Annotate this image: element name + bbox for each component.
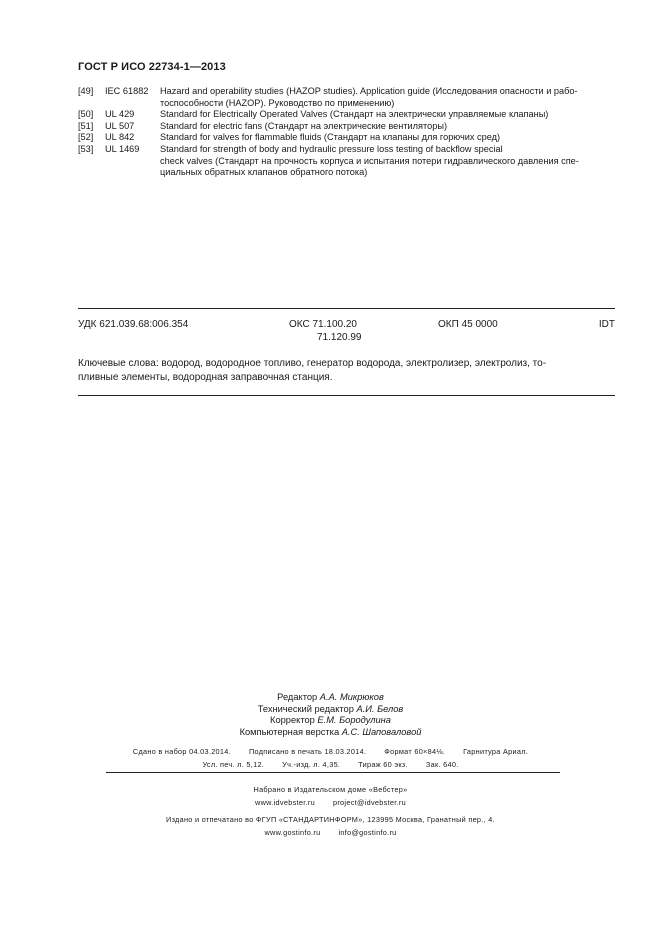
idt-mark: IDT	[598, 319, 615, 330]
print-details-line	[0, 747, 661, 756]
order-number: Зак. 640.	[425, 760, 459, 769]
reference-code: IEC 61882	[105, 86, 149, 96]
reference-title-line: check valves (Стандарт на прочность корпуса и испытания потери гидравлического давления спе-	[160, 155, 579, 166]
reference-title	[160, 121, 615, 133]
reference-title	[160, 109, 615, 121]
credit-name: Е.М. Бородулина	[317, 715, 391, 725]
reference-item	[78, 144, 615, 179]
typeset-info: Набрано в Издательском доме «Вебстер»	[253, 785, 408, 794]
reference-code: UL 429	[105, 109, 135, 120]
reference-title	[160, 144, 615, 179]
oks-code: ОКС 71.100.20	[289, 319, 357, 330]
reference-title-line: Standard for strength of body and hydraulic pressure loss testing of backflow special	[160, 143, 503, 154]
credit-label: Редактор	[277, 692, 318, 702]
typeface: Гарнитура Ариал.	[463, 747, 529, 756]
credit-label: Компьютерная верстка	[239, 726, 340, 737]
reference-number: [51]	[78, 120, 94, 131]
print-sheets: Усл. печ. л. 5,12.	[202, 760, 265, 769]
reference-item	[78, 109, 615, 121]
tech-editor-credit	[0, 704, 661, 716]
print-run: Тираж 60 экз.	[358, 760, 408, 769]
publication-sheets: Уч.-изд. л. 4,35.	[282, 760, 341, 769]
reference-code: UL 842	[105, 132, 135, 143]
reference-title-line: Standard for electric fans (Стандарт на электрические вентиляторы)	[160, 120, 448, 131]
okp-code: ОКП 45 0000	[438, 319, 498, 330]
divider	[106, 772, 560, 773]
reference-title-line: Standard for valves for flammable fluids (Стандарт на клапаны для горючих сред)	[160, 132, 501, 143]
reference-title	[160, 86, 615, 109]
reference-title	[160, 132, 615, 144]
editor-credit	[0, 692, 661, 704]
reference-item	[78, 121, 615, 133]
typeset-contacts	[0, 798, 661, 807]
reference-number: [49]	[78, 86, 94, 96]
udk-code: УДК 621.039.68:006.354	[78, 319, 189, 330]
keywords-line: Ключевые слова: водород, водородное топливо, генератор водорода, электролизер, электролиз, то-	[78, 358, 547, 369]
keywords-paragraph	[78, 357, 615, 385]
gostinfo-site-link[interactable]: www.gostinfo.ru	[264, 828, 321, 837]
reference-number: [50]	[78, 109, 94, 120]
reference-number: [52]	[78, 132, 94, 143]
reference-title-line: Standard for Electrically Operated Valves (Стандарт на электрически управляемые клапаны)	[160, 109, 549, 120]
document-header: ГОСТ Р ИСО 22734-1—2013	[78, 61, 226, 73]
submitted-date: Сдано в набор 04.03.2014.	[132, 747, 231, 756]
divider	[78, 395, 615, 396]
keywords-line: пливные элементы, водородная заправочная станция.	[78, 372, 333, 383]
editorial-credits	[0, 692, 661, 738]
credit-label: Технический редактор	[257, 703, 354, 714]
bibliography-list	[78, 86, 615, 179]
webster-email-link[interactable]: project@idvebster.ru	[332, 798, 406, 807]
credit-label: Корректор	[270, 715, 315, 725]
reference-code: UL 507	[105, 120, 135, 131]
credit-name: А.С. Шаповаловой	[341, 726, 422, 737]
credit-name: А.И. Белов	[356, 703, 404, 714]
reference-title-line: Hazard and operability studies (HAZOP studies). Application guide (Исследования опасности и рабо-	[160, 86, 578, 96]
corrector-credit	[0, 715, 661, 727]
oks-code-secondary: 71.120.99	[317, 332, 362, 343]
divider	[78, 308, 615, 309]
classification-block	[78, 319, 615, 349]
layout-credit	[0, 727, 661, 739]
webster-site-link[interactable]: www.idvebster.ru	[255, 798, 315, 807]
credit-name: А.А. Микрюков	[319, 692, 384, 702]
reference-code: UL 1469	[105, 143, 140, 154]
reference-item	[78, 132, 615, 144]
reference-item	[78, 86, 615, 109]
signed-date: Подписано в печать 18.03.2014.	[248, 747, 367, 756]
paper-format: Формат 60×84⅛.	[384, 747, 446, 756]
reference-title-line: тоспособности (HAZOP). Руководство по применению)	[160, 97, 395, 108]
reference-title-line: циальных обратных клапанов обратного потока)	[160, 167, 368, 178]
gostinfo-email-link[interactable]: info@gostinfo.ru	[338, 828, 397, 837]
publisher-info: Издано и отпечатано во ФГУП «СТАНДАРТИНФОРМ», 123995 Москва, Гранатный пер., 4.	[166, 815, 495, 824]
publisher-contacts	[0, 828, 661, 837]
reference-number: [53]	[78, 143, 94, 154]
print-details-line	[0, 760, 661, 769]
